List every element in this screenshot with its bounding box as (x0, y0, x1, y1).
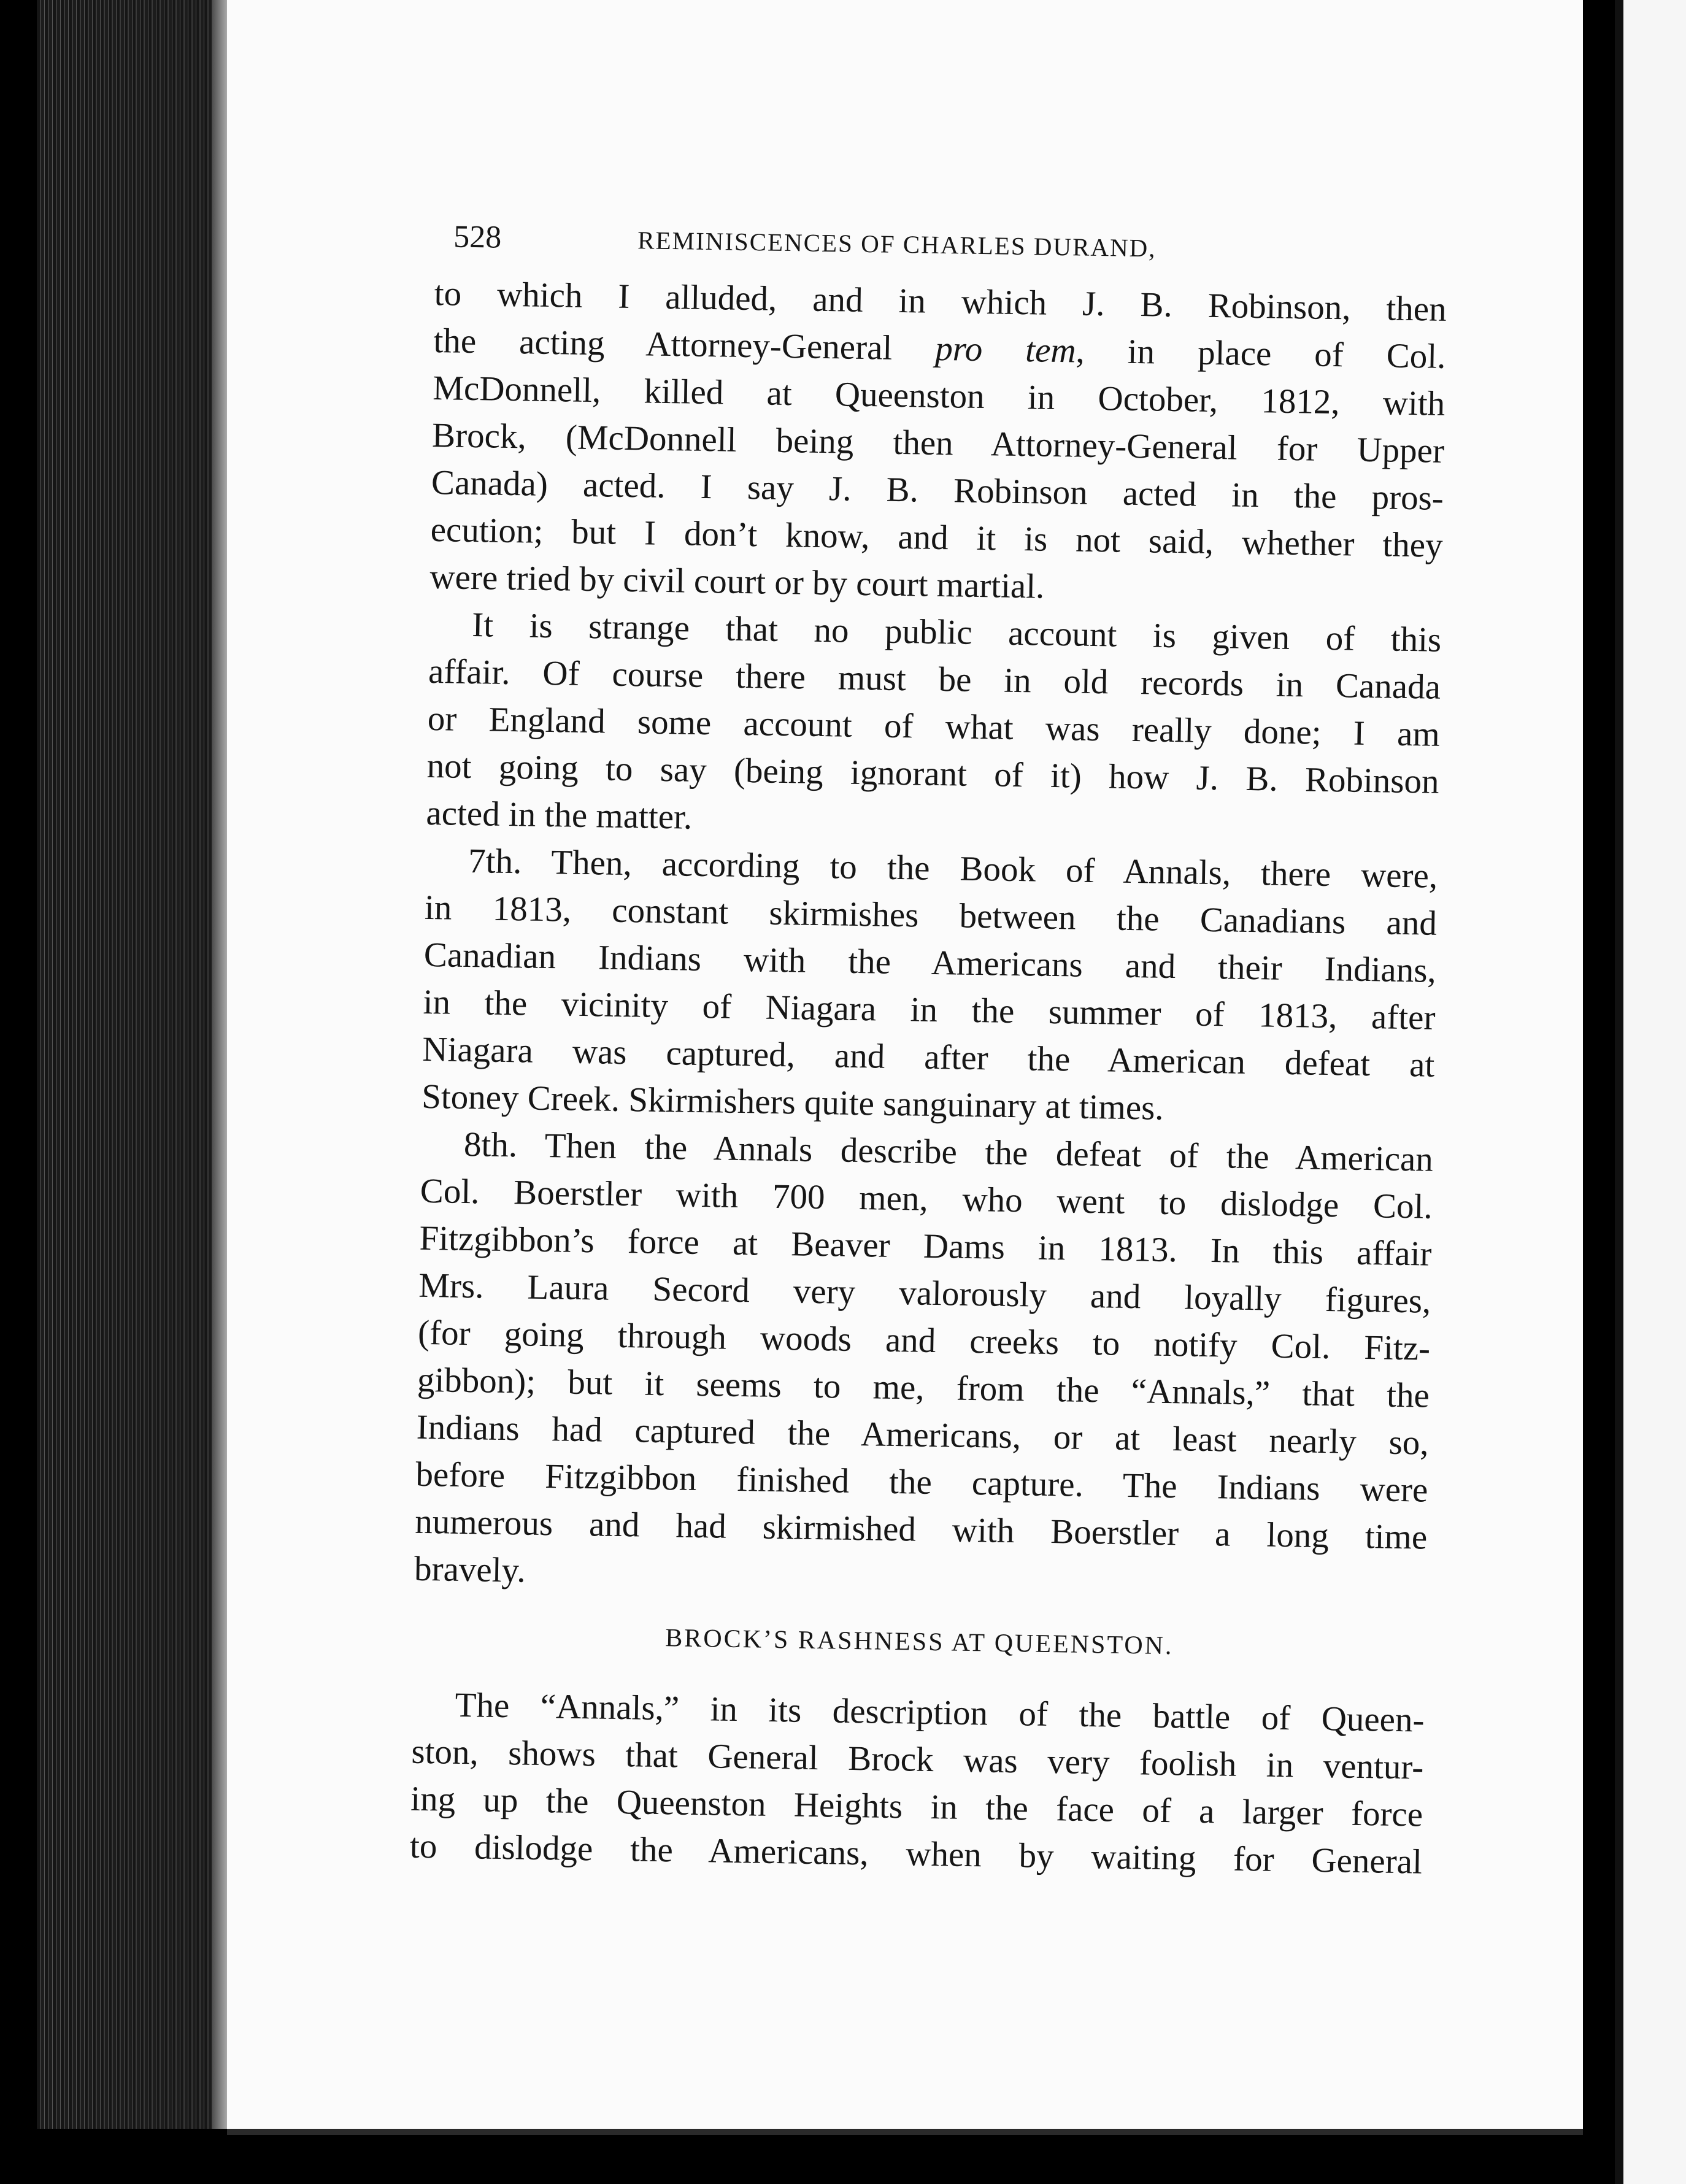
page-number: 528 (453, 219, 502, 255)
text-line: Canada) acted. I say J. B. Robinson acted in the pros- (431, 463, 1444, 518)
text-line: acted in the matter. (426, 793, 693, 837)
text-line: Col. Boerstler with 700 men, who went to dislodge Col. (420, 1171, 1433, 1226)
text-line: Stoney Creek. Skirmishers quite sanguinary at times. (421, 1077, 1164, 1128)
paragraph-3 (422, 837, 1438, 1136)
adjacent-page-edge (1615, 0, 1686, 2184)
text-line: or England some account of what was really done; I am (427, 699, 1441, 754)
text-line: were tried by civil court or by court martial. (429, 557, 1045, 606)
text-line: gibbon); but it seems to me, from the “Annals,” that the (417, 1360, 1430, 1415)
text-line: Brock, (McDonnell being then Attorney-General for Upper (431, 415, 1445, 471)
italic-phrase: pro tem (934, 329, 1077, 371)
text-line: 7th. Then, according to the Book of Annals, there were, (468, 841, 1438, 896)
paragraph-2 (426, 601, 1442, 853)
section-heading: BROCK’S RASHNESS AT QUEENSTON. (664, 1624, 1174, 1661)
text-line: McDonnell, killed at Queenston in October, 1812, with (432, 368, 1445, 423)
text-line: numerous and had skirmished with Boerstler a long time (414, 1502, 1428, 1557)
text-line: The “Annals,” in its description of the battle of Queen- (455, 1685, 1425, 1740)
text-line: ston, shows that General Brock was very foolish in ventur- (410, 1732, 1424, 1787)
text-line: in 1813, constant skirmishes between the Canadians and (424, 888, 1438, 943)
text-line: Mrs. Laura Secord very valorously and loyally figures, (418, 1266, 1431, 1321)
text-line: It is strange that no public account is given of this (471, 606, 1442, 659)
text-line: ing up the Queenston Heights in the face of a larger force (410, 1779, 1423, 1834)
text-line: 8th. Then the Annals describe the defeat of the American (463, 1125, 1434, 1179)
text-line: to dislodge the Americans, when by waiting for General (409, 1826, 1423, 1882)
text-line: Niagara was captured, and after the American defeat at (422, 1029, 1435, 1085)
section-paragraph (409, 1681, 1425, 1886)
text-line: Canadian Indians with the Americans and their Indians, (423, 935, 1437, 990)
text-line: not going to say (being ignorant of it) how J. B. Robinson (426, 746, 1440, 801)
text-line: before Fitzgibbon finished the capture. The Indians were (415, 1455, 1428, 1510)
text-line: Indians had captured the Americans, or at least nearly so, (416, 1407, 1430, 1463)
text-line: Fitzgibbon’s force at Beaver Dams in 1813. In this affair (419, 1218, 1432, 1274)
text-line: to which I alluded, and in which J. B. Robinson, then (434, 274, 1447, 329)
text-line: bravely. (414, 1549, 526, 1590)
text-line: the acting Attorney-General pro tem, in place of Col. (433, 321, 1446, 376)
text-line: affair. Of course there must be in old records in Canada (428, 652, 1441, 707)
book-page-edges (37, 0, 225, 2129)
text-line: (for going through woods and creeks to notify Col. Fitz- (417, 1313, 1431, 1368)
paragraph-1 (429, 270, 1447, 617)
text-line: in the vicinity of Niagara in the summer of 1813, after (423, 982, 1436, 1037)
text-block (409, 209, 1447, 1886)
running-title: REMINISCENCES OF CHARLES DURAND, (637, 226, 1157, 263)
text-line: ecution; but I don’t know, and it is not said, whether they (430, 510, 1444, 565)
paragraph-4 (414, 1120, 1434, 1609)
